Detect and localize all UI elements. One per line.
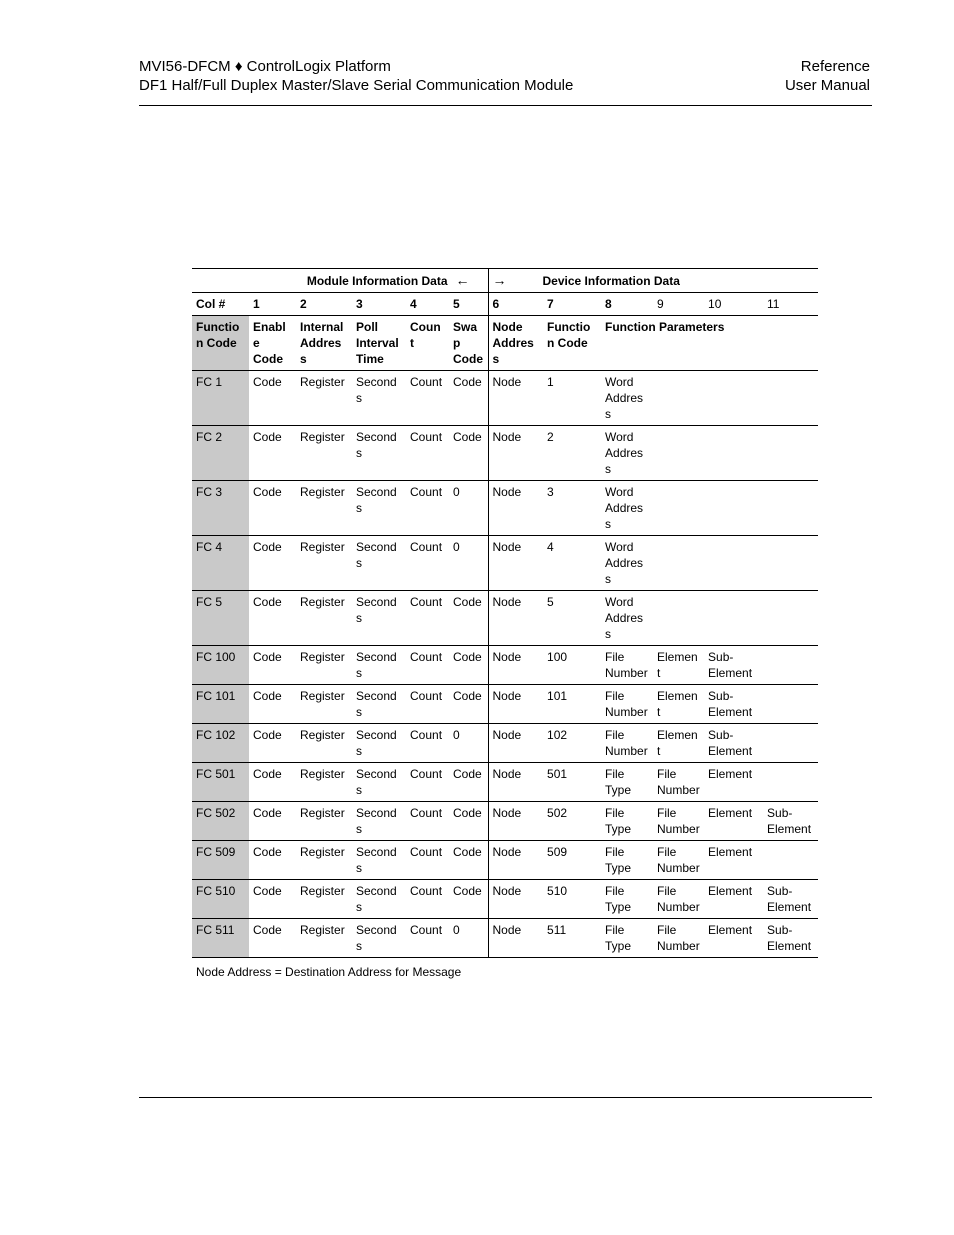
table-cell: File Number xyxy=(601,724,653,763)
table-cell xyxy=(704,591,763,646)
function-code-cell: FC 511 xyxy=(192,919,249,958)
table-cell: File Type xyxy=(601,763,653,802)
table-cell: Node xyxy=(488,919,543,958)
column-header-cell: Function Parameters xyxy=(601,316,818,371)
table-cell: Code xyxy=(449,426,488,481)
table-row xyxy=(192,802,818,841)
function-code-cell: FC 102 xyxy=(192,724,249,763)
column-header-cell: Functio n Code xyxy=(543,316,601,371)
table-cell: Register xyxy=(296,685,352,724)
table-cell: File Number xyxy=(653,841,704,880)
table-cell: Second s xyxy=(352,481,406,536)
header-product-title: MVI56-DFCM ♦ ControlLogix Platform xyxy=(139,58,391,75)
table-cell xyxy=(653,481,704,536)
header-doc-type: User Manual xyxy=(784,77,870,94)
table-cell: Elemen t xyxy=(653,685,704,724)
table-cell: Word Addres s xyxy=(601,536,653,591)
table-row xyxy=(192,919,818,958)
table-cell: Second s xyxy=(352,919,406,958)
table-cell: Element xyxy=(704,841,763,880)
table-cell: Second s xyxy=(352,371,406,426)
table-cell: 2 xyxy=(543,426,601,481)
table-cell: Second s xyxy=(352,763,406,802)
module-information-label: Module Information Data xyxy=(306,274,448,288)
table-cell: Code xyxy=(249,591,296,646)
table-cell: Register xyxy=(296,591,352,646)
table-cell: Code xyxy=(249,646,296,685)
table-row xyxy=(192,646,818,685)
table-cell: Elemen t xyxy=(653,646,704,685)
col-number-cell: 10 xyxy=(704,293,763,316)
table-cell: Register xyxy=(296,371,352,426)
col-number-cell: 3 xyxy=(352,293,406,316)
table-cell xyxy=(763,724,818,763)
table-cell: Code xyxy=(449,802,488,841)
table-cell: 0 xyxy=(449,536,488,591)
table-cell: Word Addres s xyxy=(601,426,653,481)
header-product-subtitle: DF1 Half/Full Duplex Master/Slave Serial Communication Module xyxy=(139,77,574,94)
table-row xyxy=(192,685,818,724)
table-cell: File Type xyxy=(601,919,653,958)
table-cell: Register xyxy=(296,880,352,919)
function-code-cell: FC 501 xyxy=(192,763,249,802)
table-cell: Second s xyxy=(352,426,406,481)
table-cell xyxy=(653,591,704,646)
table-cell: 4 xyxy=(543,536,601,591)
table-cell xyxy=(653,371,704,426)
table-cell: 502 xyxy=(543,802,601,841)
table-cell xyxy=(763,763,818,802)
function-code-cell: FC 510 xyxy=(192,880,249,919)
table-cell: Count xyxy=(406,724,449,763)
table-cell: Second s xyxy=(352,591,406,646)
table-cell: File Number xyxy=(653,880,704,919)
table-cell: Register xyxy=(296,426,352,481)
table-cell: Code xyxy=(449,763,488,802)
table-cell: File Number xyxy=(653,802,704,841)
col-number-cell: 2 xyxy=(296,293,352,316)
table-cell: Node xyxy=(488,880,543,919)
table-cell: File Number xyxy=(601,646,653,685)
table-cell: Code xyxy=(449,841,488,880)
table-cell: Code xyxy=(249,536,296,591)
table-row xyxy=(192,481,818,536)
device-information-title xyxy=(488,269,818,293)
table-row xyxy=(192,880,818,919)
table-cell: Element xyxy=(704,802,763,841)
table-cell: File Type xyxy=(601,802,653,841)
table-cell: Node xyxy=(488,646,543,685)
header-divider xyxy=(139,105,872,106)
table-cell: Code xyxy=(449,880,488,919)
table-cell: Second s xyxy=(352,802,406,841)
column-header-row xyxy=(192,316,818,371)
table-cell xyxy=(653,426,704,481)
column-header-cell: Poll Interval Time xyxy=(352,316,406,371)
table-cell: 3 xyxy=(543,481,601,536)
table-cell: Count xyxy=(406,841,449,880)
table-cell: Code xyxy=(249,880,296,919)
table-cell: Code xyxy=(449,685,488,724)
table-cell: Register xyxy=(296,919,352,958)
table-cell: Word Addres s xyxy=(601,481,653,536)
table-cell: Element xyxy=(704,919,763,958)
table-cell: Node xyxy=(488,371,543,426)
col-number-cell: 8 xyxy=(601,293,653,316)
function-code-cell: FC 509 xyxy=(192,841,249,880)
table-cell: Node xyxy=(488,685,543,724)
table-footnote: Node Address = Destination Address for Message xyxy=(196,965,462,979)
table-cell xyxy=(704,426,763,481)
column-header-cell: Functio n Code xyxy=(192,316,249,371)
table-cell: Count xyxy=(406,919,449,958)
table-cell: Sub- Element xyxy=(763,802,818,841)
table-cell xyxy=(763,426,818,481)
table-cell xyxy=(704,371,763,426)
table-cell: Register xyxy=(296,841,352,880)
table-cell: 100 xyxy=(543,646,601,685)
function-code-cell: FC 4 xyxy=(192,536,249,591)
table-cell: Node xyxy=(488,763,543,802)
column-header-cell: Internal Addres s xyxy=(296,316,352,371)
table-cell: Count xyxy=(406,646,449,685)
table-cell xyxy=(704,481,763,536)
table-cell: Node xyxy=(488,591,543,646)
table-cell: 509 xyxy=(543,841,601,880)
table-cell: Code xyxy=(249,919,296,958)
table-cell: File Number xyxy=(653,919,704,958)
column-number-row xyxy=(192,293,818,316)
col-number-cell: 9 xyxy=(653,293,704,316)
right-arrow-icon: → xyxy=(492,272,507,288)
table-cell: Word Addres s xyxy=(601,591,653,646)
footer-divider xyxy=(139,1097,872,1098)
table-cell: Node xyxy=(488,802,543,841)
table-cell: Count xyxy=(406,685,449,724)
table-cell: Element xyxy=(704,880,763,919)
table-cell: Code xyxy=(249,685,296,724)
table-cell: Sub- Element xyxy=(704,685,763,724)
table-row xyxy=(192,591,818,646)
table-cell xyxy=(763,371,818,426)
device-information-label: Device Information Data xyxy=(542,274,680,288)
function-code-cell: FC 2 xyxy=(192,426,249,481)
table-cell: Count xyxy=(406,481,449,536)
left-arrow-icon: ← xyxy=(455,272,470,288)
table-cell: Code xyxy=(449,371,488,426)
table-cell: Code xyxy=(249,841,296,880)
table-cell: Element xyxy=(704,763,763,802)
table-cell xyxy=(763,591,818,646)
table-cell: File Type xyxy=(601,841,653,880)
table-cell: Register xyxy=(296,724,352,763)
function-code-cell: FC 5 xyxy=(192,591,249,646)
table-cell: 511 xyxy=(543,919,601,958)
table-cell: Code xyxy=(249,724,296,763)
function-code-cell: FC 502 xyxy=(192,802,249,841)
table-cell: Register xyxy=(296,802,352,841)
table-cell: 5 xyxy=(543,591,601,646)
table-cell: Node xyxy=(488,536,543,591)
table-title-row xyxy=(192,269,818,293)
table-cell: Node xyxy=(488,426,543,481)
table-cell: Code xyxy=(249,426,296,481)
col-number-cell: 1 xyxy=(249,293,296,316)
table-cell: 0 xyxy=(449,481,488,536)
function-code-cell: FC 1 xyxy=(192,371,249,426)
column-header-cell: Enabl e Code xyxy=(249,316,296,371)
table-cell xyxy=(763,841,818,880)
table-row xyxy=(192,536,818,591)
table-cell: 101 xyxy=(543,685,601,724)
column-header-cell: Coun t xyxy=(406,316,449,371)
table-cell: 510 xyxy=(543,880,601,919)
table-cell: Elemen t xyxy=(653,724,704,763)
table-cell: Second s xyxy=(352,646,406,685)
table-cell: Second s xyxy=(352,685,406,724)
table-cell: Sub- Element xyxy=(704,646,763,685)
page-header-left xyxy=(139,57,573,95)
table-cell xyxy=(763,536,818,591)
table-cell: Count xyxy=(406,880,449,919)
table-cell: Second s xyxy=(352,536,406,591)
col-number-cell: 7 xyxy=(543,293,601,316)
table-cell: 0 xyxy=(449,724,488,763)
col-number-cell: 5 xyxy=(449,293,488,316)
table-cell: Count xyxy=(406,426,449,481)
table-cell xyxy=(653,536,704,591)
table-cell: Code xyxy=(249,763,296,802)
function-code-reference-table xyxy=(192,268,818,958)
table-cell: Count xyxy=(406,371,449,426)
module-information-title xyxy=(192,269,488,293)
column-header-cell: Swa p Code xyxy=(449,316,488,371)
table-cell: Register xyxy=(296,763,352,802)
table-cell: Second s xyxy=(352,880,406,919)
function-code-cell: FC 100 xyxy=(192,646,249,685)
table-row xyxy=(192,426,818,481)
table-cell: Sub- Element xyxy=(763,919,818,958)
header-section: Reference xyxy=(800,58,870,75)
table-cell: Node xyxy=(488,724,543,763)
table-cell: 1 xyxy=(543,371,601,426)
table-cell: Word Addres s xyxy=(601,371,653,426)
col-number-cell: 6 xyxy=(488,293,543,316)
table-cell: 501 xyxy=(543,763,601,802)
table-cell: Second s xyxy=(352,841,406,880)
table-cell: Code xyxy=(249,371,296,426)
table-cell: Sub- Element xyxy=(704,724,763,763)
table-cell: Code xyxy=(449,646,488,685)
table-cell xyxy=(704,536,763,591)
table-cell: Count xyxy=(406,536,449,591)
table-cell: Code xyxy=(249,481,296,536)
table-row xyxy=(192,724,818,763)
table-cell: File Number xyxy=(601,685,653,724)
col-number-cell: Col # xyxy=(192,293,249,316)
table-cell: Node xyxy=(488,841,543,880)
table-cell: Code xyxy=(449,591,488,646)
table-cell: Code xyxy=(249,802,296,841)
table-cell: File Type xyxy=(601,880,653,919)
table-cell: Second s xyxy=(352,724,406,763)
table-row xyxy=(192,841,818,880)
table-cell: Count xyxy=(406,802,449,841)
table-cell: Register xyxy=(296,481,352,536)
table-cell xyxy=(763,685,818,724)
function-code-cell: FC 3 xyxy=(192,481,249,536)
table-cell: 0 xyxy=(449,919,488,958)
table-cell xyxy=(763,481,818,536)
table-cell: Sub- Element xyxy=(763,880,818,919)
column-header-cell: Node Addres s xyxy=(488,316,543,371)
table-cell: Register xyxy=(296,646,352,685)
col-number-cell: 11 xyxy=(763,293,818,316)
table-cell: 102 xyxy=(543,724,601,763)
function-code-cell: FC 101 xyxy=(192,685,249,724)
table-cell: Node xyxy=(488,481,543,536)
col-number-cell: 4 xyxy=(406,293,449,316)
page-header-right xyxy=(785,57,870,95)
table-row xyxy=(192,371,818,426)
table-cell: Count xyxy=(406,763,449,802)
table-cell: Register xyxy=(296,536,352,591)
table-cell: File Number xyxy=(653,763,704,802)
table-cell xyxy=(763,646,818,685)
table-row xyxy=(192,763,818,802)
table-cell: Count xyxy=(406,591,449,646)
